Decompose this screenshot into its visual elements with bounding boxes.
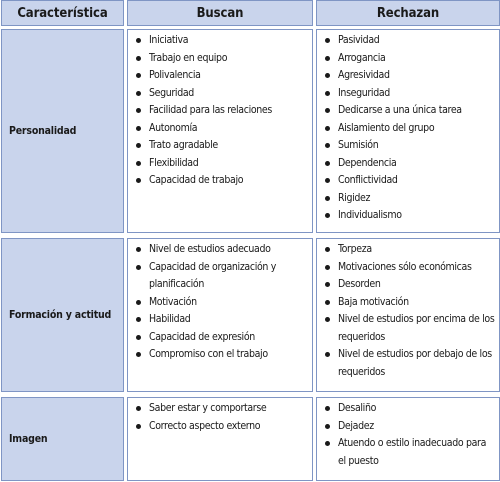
cell-personalidad-buscan xyxy=(127,29,313,233)
header-caracteristica: Característica xyxy=(1,0,124,26)
cell-personalidad-rechazan xyxy=(316,29,500,233)
list-item: Pasividad xyxy=(325,32,495,50)
list-item: Trato agradable xyxy=(136,137,308,155)
list-item: Polivalencia xyxy=(136,67,308,85)
list-item: Iniciativa xyxy=(136,32,308,50)
row-label-imagen: Imagen xyxy=(1,397,124,481)
cell-imagen-rechazan xyxy=(316,397,500,481)
list-item: Dependencia xyxy=(325,155,495,173)
list-item: Torpeza xyxy=(325,241,495,259)
list-item: Habilidad xyxy=(136,311,308,329)
row-label-formacion-actitud: Formación y actitud xyxy=(1,238,124,392)
list-item: Atuendo o estilo inadecuado para el puesto xyxy=(325,435,495,470)
cell-formacion-rechazan xyxy=(316,238,500,392)
list-personalidad-buscan xyxy=(136,32,308,190)
list-item: Motivación xyxy=(136,294,308,312)
list-formacion-rechazan xyxy=(325,241,495,381)
list-item: Inseguridad xyxy=(325,85,495,103)
cell-imagen-buscan xyxy=(127,397,313,481)
list-item: Aislamiento del grupo xyxy=(325,120,495,138)
header-rechazan: Rechazan xyxy=(316,0,500,26)
header-buscan: Buscan xyxy=(127,0,313,26)
list-item: Desaliño xyxy=(325,400,495,418)
list-formacion-buscan xyxy=(136,241,308,364)
list-item: Dedicarse a una única tarea xyxy=(325,102,495,120)
list-item: Autonomía xyxy=(136,120,308,138)
list-imagen-rechazan xyxy=(325,400,495,470)
list-item: Baja motivación xyxy=(325,294,495,312)
list-item: Conflictividad xyxy=(325,172,495,190)
list-item: Facilidad para las relaciones xyxy=(136,102,308,120)
list-item: Nivel de estudios adecuado xyxy=(136,241,308,259)
list-item: Trabajo en equipo xyxy=(136,50,308,68)
list-item: Nivel de estudios por encima de los requeridos xyxy=(325,311,495,346)
list-item: Capacidad de expresión xyxy=(136,329,308,347)
list-personalidad-rechazan xyxy=(325,32,495,225)
list-item: Saber estar y comportarse xyxy=(136,400,308,418)
list-item: Flexibilidad xyxy=(136,155,308,173)
list-item: Sumisión xyxy=(325,137,495,155)
list-imagen-buscan xyxy=(136,400,308,435)
list-item: Arrogancia xyxy=(325,50,495,68)
list-item: Correcto aspecto externo xyxy=(136,418,308,436)
list-item: Capacidad de organización y planificación xyxy=(136,259,308,294)
cell-formacion-buscan xyxy=(127,238,313,392)
list-item: Rigidez xyxy=(325,190,495,208)
row-label-personalidad: Personalidad xyxy=(1,29,124,233)
list-item: Nivel de estudios por debajo de los requeridos xyxy=(325,346,495,381)
list-item: Desorden xyxy=(325,276,495,294)
list-item: Compromiso con el trabajo xyxy=(136,346,308,364)
list-item: Agresividad xyxy=(325,67,495,85)
list-item: Seguridad xyxy=(136,85,308,103)
list-item: Motivaciones sólo económicas xyxy=(325,259,495,277)
list-item: Capacidad de trabajo xyxy=(136,172,308,190)
list-item: Individualismo xyxy=(325,207,495,225)
list-item: Dejadez xyxy=(325,418,495,436)
